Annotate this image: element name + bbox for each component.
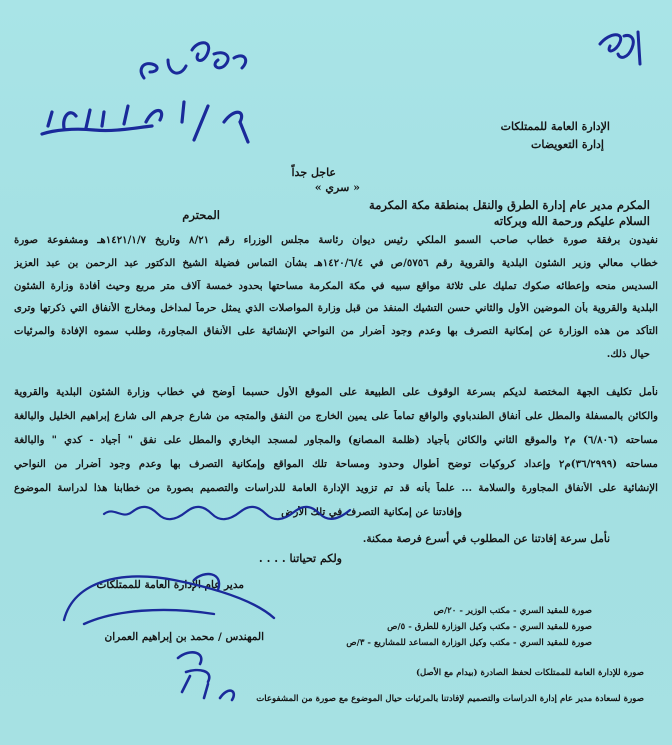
- addressee: المكرم مدير عام إدارة الطرق والنقل بمنطقة مكة المكرمة: [369, 198, 650, 212]
- para1-line: التأكد من هذه الوزارة عن إمكانية التصرف بها وعدم وجود أضرار من النواحي الإنشائية على الأنفاق المجاورة، وطلب سموه الإفادة والمرئيات: [14, 325, 658, 337]
- cc-line: صورة لسعادة مدير عام إدارة الدراسات والتصميم لإفادتنا بالمرئيات حيال الموضوع مع صورة من المشفوعات: [256, 694, 644, 704]
- para2-line: والكائن بالمسفلة والمطل على أنفاق الطندباوي والواقع تماماً على يمين الخارج من النفق والمتجه من شارع جرهم الى شارع إبراهيم الخليل والبالغة: [14, 410, 658, 422]
- para1-line: حيال ذلك.: [606, 348, 650, 360]
- para1-line: السديس منحه وإعطائه صكوك تمليك على ثلاثة مواقع سبيه في مكة المكرمة مساحتها بحدود خمسة آلاف متر مربع وحيث أفادة وزارة الشئون: [14, 280, 658, 292]
- handwritten-date-mark: [168, 640, 248, 706]
- para1-line: خطاب معالي وزير الشئون البلدية والقروية رقم ٥٧٥٦/ص في ١٤٢٠/٦/٤هـ بشأن التماس فضيلة الشيخ الدكتور عبد الرحمن بن عبد العزيز: [14, 257, 658, 269]
- urgency-label: عاجل جداً: [291, 166, 336, 179]
- honorific: المحترم: [182, 208, 220, 222]
- handwritten-number-lower: [34, 96, 264, 150]
- signatory-title: مدير عام الإدارة العامة للممتلكات: [96, 579, 244, 591]
- para1-line: البلدية والقروية بأن الموضين الأول والثاني حسن التشيك المنفذ من قبل وزارة المواصلات الذي يمثل حرماً لمداخل ومخارج الأنفاق التي ذكرتها وترى: [14, 302, 658, 314]
- para2-line: نأمل تكليف الجهة المختصة لديكم بسرعة الوقوف على الطبيعة على الموقع الأول حسبما أوضح في خطاب وزارة الشئون البلدية والقروية: [14, 386, 658, 398]
- cc-line: صورة للمقيد السري - مكتب وكيل الوزارة المساعد للمشاريع - ٣/ص: [346, 638, 592, 648]
- cc-line: صورة للإدارة العامة للممتلكات لحفظ الصادرة (بيدام مع الأصل): [415, 668, 644, 678]
- para2-line: مساحته (٦/٨٠٦) م٢ والموقع الثاني والكائن بأجياد (ظلمة المصانع) والمجاور لمسجد البخاري والمطل على نفق " أجياد - كدي " والبالغة: [14, 434, 658, 446]
- handwritten-insertion: [100, 500, 360, 526]
- cc-line: صورة للمقيد السري - مكتب الوزير - ٢٠/ص: [433, 606, 592, 616]
- closing: ولكم تحياتنا . . . .: [258, 552, 342, 565]
- signatory-name: المهندس / محمد بن إبراهيم العمران: [104, 631, 264, 643]
- cc-line: صورة للمقيد السري - مكتب وكيل الوزارة للطرق - ٥/ص: [387, 622, 592, 632]
- secrecy-label: « سري »: [314, 181, 360, 194]
- handwritten-number-upper: [128, 32, 268, 92]
- para2-line: وإفادتنا عن إمكانية التصرف في تلك الأرض: [281, 506, 462, 518]
- para1-line: نفيدون برفقة صورة خطاب صاحب السمو الملكي رئيس ديوان رئاسة مجلس الوزراء رقم ٨/٢١ وتاريخ ١٤٢١/١/٧هـ ومشفوعة صورة: [14, 234, 658, 246]
- para2-line: مساحته (٣٦/٢٩٩٩)م٢ وإعداد كروكيات توضح أطوال وحدود ومساحة تلك المواقع وإمكانية التصرف بها وعدم وجود أضرار من النواحي: [14, 458, 658, 470]
- signature-scribble: [54, 560, 284, 640]
- org-line-1: الإدارة العامة للممتلكات: [500, 120, 610, 133]
- para2-line: الإنشائية على الأنفاق المجاورة والسلامة ... علماً بأنه قد تم تزويد الإدارة العامة للدراسات والتصميم بصورة من خطابنا هذا لدراسة الموضوع: [14, 482, 658, 494]
- greeting: السلام عليكم ورحمة الله وبركاته: [493, 214, 650, 228]
- para3: نأمل سرعة إفادتنا عن المطلوب في أسرع فرصة ممكنة.: [362, 533, 610, 545]
- handwritten-mark-top-right: [580, 24, 650, 74]
- org-line-2: إدارة التعويضات: [531, 138, 604, 151]
